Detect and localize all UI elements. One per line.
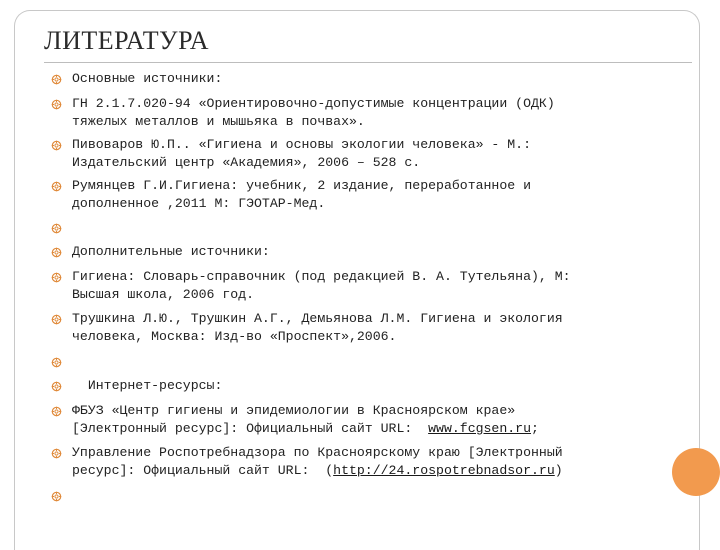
bullet-icon <box>51 140 62 151</box>
list-item-text: человека, Москва: Изд-во «Проспект»,2006. <box>72 329 397 344</box>
list-item <box>48 219 638 238</box>
list-item <box>48 310 638 347</box>
website-link[interactable]: www.fcgsen.ru <box>428 421 532 436</box>
bullet-icon <box>51 314 62 325</box>
bullet-icon <box>51 272 62 283</box>
list-item <box>48 70 638 89</box>
page-title: ЛИТЕРАТУРА <box>44 26 209 55</box>
list-item-text: [Электронный ресурс]: Официальный сайт URL: <box>72 421 429 436</box>
bullet-icon <box>51 247 62 258</box>
list-item-text: Высшая школа, 2006 год. <box>72 287 255 302</box>
bullet-icon <box>51 181 62 192</box>
list-item <box>48 444 638 481</box>
list-item-text: Трушкина Л.Ю., Трушкин А.Г., Демьянова Л.М. Гигиена и экология <box>72 310 563 326</box>
list-item-text: Румянцев Г.И.Гигиена: учебник, 2 издание, переработанное и <box>72 177 531 193</box>
list-item-text: дополненное ,2011 М: ГЭОТАР-Мед. <box>72 196 326 211</box>
list-item-text: ФБУЗ «Центр гигиены и эпидемиологии в Красноярском крае» <box>72 402 516 418</box>
list-item-text: Издательский центр «Академия», 2006 – 528 с. <box>72 155 421 170</box>
list-item <box>48 243 638 262</box>
bullet-icon <box>51 448 62 459</box>
website-link[interactable]: http://24.rospotrebnadsor.ru <box>333 463 555 478</box>
list-item-text: Пивоваров Ю.П.. «Гигиена и основы экологии человека» - М.: <box>72 136 531 152</box>
bullet-icon <box>51 491 62 502</box>
bullet-icon <box>51 99 62 110</box>
list-item-text: ; <box>531 421 539 436</box>
list-item-text: Основные источники: <box>72 71 223 86</box>
reference-list <box>48 70 638 510</box>
list-item-text: тяжелых металлов и мышьяка в почвах». <box>72 114 365 129</box>
list-item <box>48 487 638 506</box>
list-item <box>48 402 638 439</box>
list-item <box>48 177 638 214</box>
list-item <box>48 136 638 173</box>
list-item-text: ) <box>554 463 563 478</box>
list-item-text: Интернет-ресурсы: <box>72 378 223 393</box>
decorative-circle <box>672 448 720 496</box>
title-divider <box>44 62 692 63</box>
list-item <box>48 95 638 132</box>
bullet-icon <box>51 381 62 392</box>
list-item <box>48 268 638 305</box>
bullet-icon <box>51 357 62 368</box>
bullet-icon <box>51 74 62 85</box>
list-item-text: ресурс]: Официальный сайт URL: ( <box>72 463 334 478</box>
bullet-icon <box>51 406 62 417</box>
list-item-text: Управление Роспотребнадзора по Красноярскому краю [Электронный <box>72 444 563 460</box>
list-item-text: Дополнительные источники: <box>72 244 270 259</box>
bullet-icon <box>51 223 62 234</box>
list-item <box>48 353 638 372</box>
list-item <box>48 377 638 396</box>
list-item-text: Гигиена: Словарь-справочник (под редакцией В. А. Тутельяна), М: <box>72 268 571 284</box>
list-item-text: ГН 2.1.7.020-94 «Ориентировочно-допустимые концентрации (ОДК) <box>72 95 555 111</box>
